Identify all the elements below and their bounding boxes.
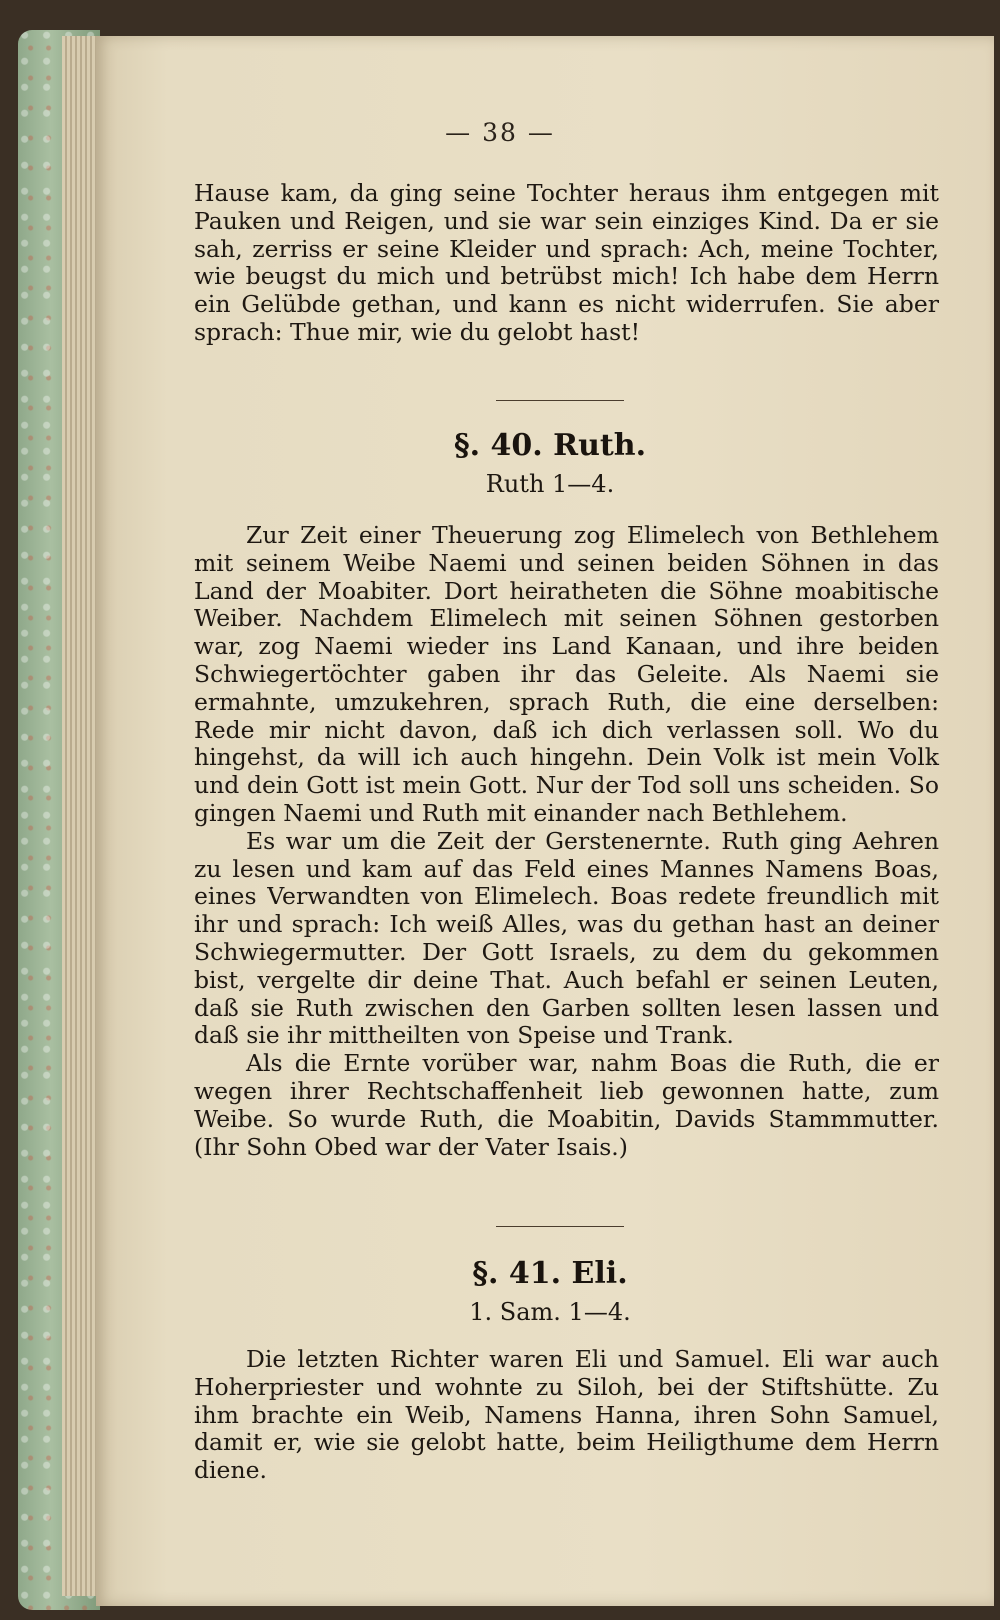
section-divider <box>496 400 624 401</box>
section-divider <box>496 1226 624 1227</box>
paragraph: Die letzten Richter waren Eli und Samuel. Eli war auch Hoherpriester und wohnte zu Siloh, bei der Stiftshütte. Zu ihm brachte ein Weib, Namens Hanna, ihren Sohn Samuel, damit er, wie sie gelobt hatte, beim Heiligthume dem Herrn diene. <box>194 1345 939 1485</box>
intro-paragraph <box>194 180 939 347</box>
section-heading-ruth: §. 40. Ruth. <box>453 428 647 463</box>
paragraph: Zur Zeit einer Theuerung zog Elimelech von Bethlehem mit seinem Weibe Naemi und seinen beiden Söhnen in das Land der Moabiter. Dort heiratheten die Söhne moabitische Weiber. Nachdem Elimelech mit seinen Söhnen gestorben war, zog Naemi wieder ins Land Kanaan, und ihre beiden Schwiegertöchter gaben ihr das Geleite. Als Naemi sie ermahnte, umzukehren, sprach Ruth, die eine derselben: Rede mir nicht davon, daß ich dich verlassen soll. Wo du hingehst, da will ich auch hingehn. Dein Volk ist mein Volk und dein Gott ist mein Gott. Nur der Tod soll uns scheiden. So gingen Naemi und Ruth mit einander nach Bethlehem. <box>194 521 939 827</box>
section-reference-ruth: Ruth 1—4. <box>485 470 615 498</box>
page-number: — 38 — <box>445 118 555 147</box>
section-reference-eli: 1. Sam. 1—4. <box>469 1298 631 1326</box>
paragraph: Als die Ernte vorüber war, nahm Boas die Ruth, die er wegen ihrer Rechtschaffenheit lieb gewonnen hatte, zum Weibe. So wurde Ruth, die Moabitin, Davids Stammmutter. (Ihr Sohn Obed war der Vater Isais.) <box>194 1049 939 1161</box>
section-body-eli <box>194 1346 939 1485</box>
section-body-ruth <box>194 522 939 1161</box>
paragraph: Es war um die Zeit der Gerstenernte. Ruth ging Aehren zu lesen und kam auf das Feld eines Mannes Namens Boas, eines Verwandten von Elimelech. Boas redete freundlich mit ihr und sprach: Ich weiß Alles, was du gethan hast an deiner Schwiegermutter. Der Gott Israels, zu dem du gekommen bist, vergelte dir deine That. Auch befahl er seinen Leuten, daß sie Ruth zwischen den Garben sollten lesen lassen und daß sie ihr mittheilten von Speise und Trank. <box>194 826 939 1050</box>
section-heading-eli: §. 41. Eli. <box>472 1256 628 1291</box>
paragraph: Hause kam, da ging seine Tochter heraus ihm entgegen mit Pauken und Reigen, und sie war sein einziges Kind. Da er sie sah, zerriss er seine Kleider und sprach: Ach, meine Tochter, wie beugst du mich und betrübst mich! Ich habe dem Herrn ein Gelübde gethan, und kann es nicht widerrufen. Sie aber sprach: Thue mir, wie du gelobt hast! <box>194 179 939 346</box>
